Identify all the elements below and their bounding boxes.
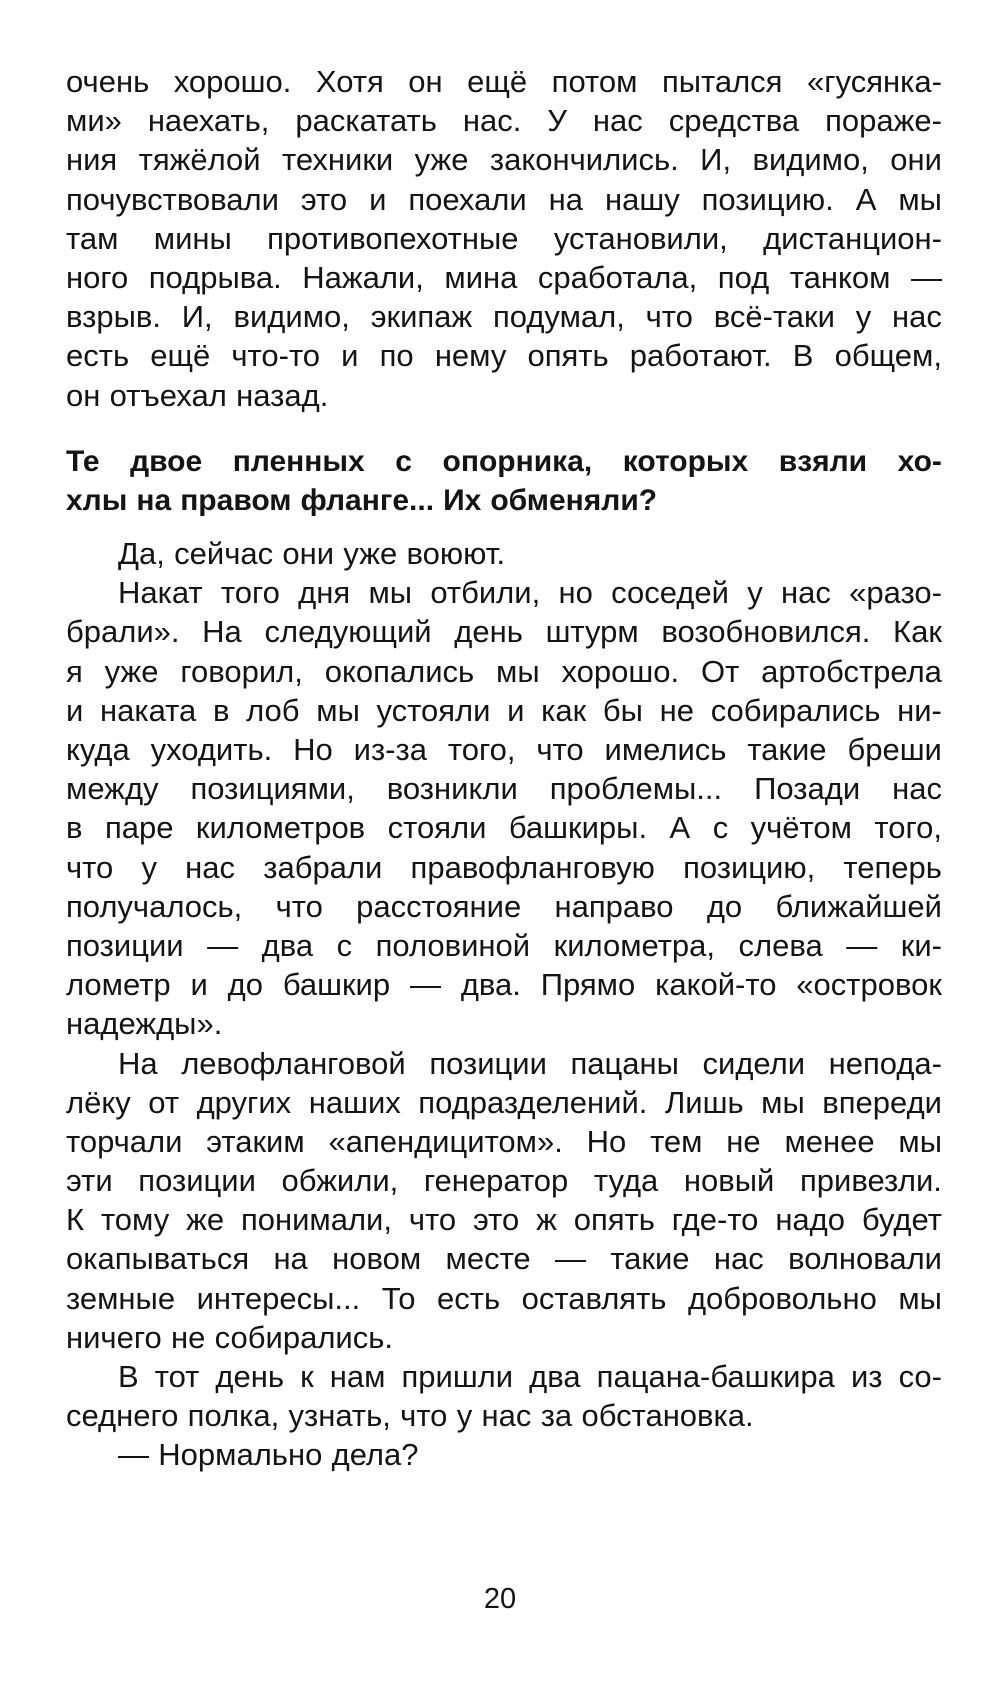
spacer bbox=[66, 520, 942, 534]
text-line: К тому же понимали, что это ж опять где-то надо будет bbox=[66, 1202, 942, 1238]
paragraph bbox=[66, 1357, 942, 1435]
text-line: куда уходить. Но из-за того, что имелись такие бреши bbox=[66, 732, 942, 767]
text-line: между позициями, возникли проблемы... Позади нас bbox=[66, 771, 942, 807]
paragraph bbox=[66, 573, 942, 1043]
text-line: и наката в лоб мы устояли и как бы не собирались ни- bbox=[66, 692, 942, 728]
text-line: седнего полка, узнать, что у нас за обстановка. bbox=[66, 1398, 754, 1434]
text-line: получалось, что расстояние направо до ближайшей bbox=[66, 888, 942, 924]
text-line: Те двое пленных с опорника, которых взяли хо- bbox=[66, 444, 942, 478]
text-line: очень хорошо. Хотя он ещё потом пытался «гусянка- bbox=[66, 64, 942, 99]
text-line: почувствовали это и поехали на нашу позицию. А мы bbox=[66, 181, 942, 217]
paragraph bbox=[66, 534, 942, 573]
text-line: На левофланговой позиции пацаны сидели непода- bbox=[118, 1045, 942, 1081]
text-line: взрыв. И, видимо, экипаж подумал, что всё-таки у нас bbox=[66, 299, 942, 335]
text-line: земные интересы... То есть оставлять добровольно мы bbox=[66, 1280, 942, 1316]
text-line: торчали этаким «апендицитом». Но тем не менее мы bbox=[66, 1123, 942, 1159]
text-line: надежды». bbox=[66, 1006, 223, 1042]
paragraph bbox=[66, 1044, 942, 1358]
text-line: лометр и до башкир — два. Прямо какой-то «островок bbox=[66, 967, 942, 1003]
text-line: я уже говорил, окопались мы хорошо. От артобстрела bbox=[66, 653, 942, 689]
text-line: в паре километров стояли башкиры. А с учётом того, bbox=[66, 810, 942, 846]
text-line: брали». На следующий день штурм возобновился. Как bbox=[66, 614, 942, 650]
text-line: есть ещё что-то и по нему опять работают. В общем, bbox=[66, 338, 942, 374]
page-text bbox=[66, 62, 942, 1475]
text-line: там мины противопехотные установили, дистанцион- bbox=[66, 220, 942, 256]
text-line: позиции — два с половиной километра, слева — ки- bbox=[66, 927, 942, 963]
text-line: ния тяжёлой техники уже закончились. И, видимо, они bbox=[66, 142, 942, 178]
text-line: Да, сейчас они уже воюют. bbox=[118, 536, 506, 572]
text-line: ного подрыва. Нажали, мина сработала, под танком — bbox=[66, 259, 942, 295]
text-line: ми» наехать, раскатать нас. У нас средства пораже- bbox=[66, 103, 942, 139]
text-line: Накат того дня мы отбили, но соседей у нас «разо- bbox=[118, 575, 942, 611]
paragraph bbox=[66, 1435, 942, 1474]
paragraph bbox=[66, 62, 942, 415]
text-line: хлы на правом фланге... Их обменяли? bbox=[66, 483, 658, 517]
text-line: ничего не собирались. bbox=[66, 1319, 393, 1355]
text-line: — Нормально дела? bbox=[118, 1437, 419, 1473]
text-line: что у нас забрали правофланговую позицию, теперь bbox=[66, 849, 942, 885]
spacer bbox=[66, 415, 942, 442]
text-line: эти позиции обжили, генератор туда новый привезли. bbox=[66, 1163, 942, 1199]
text-line: В тот день к нам пришли два пацана-башкира из со- bbox=[118, 1359, 942, 1394]
page-number: 20 bbox=[483, 1583, 517, 1615]
text-line: он отъехал назад. bbox=[66, 377, 329, 413]
text-line: лёку от других наших подразделений. Лишь мы впереди bbox=[66, 1084, 942, 1120]
text-line: окапываться на новом месте — такие нас волновали bbox=[66, 1241, 942, 1277]
interview-question bbox=[66, 442, 942, 520]
